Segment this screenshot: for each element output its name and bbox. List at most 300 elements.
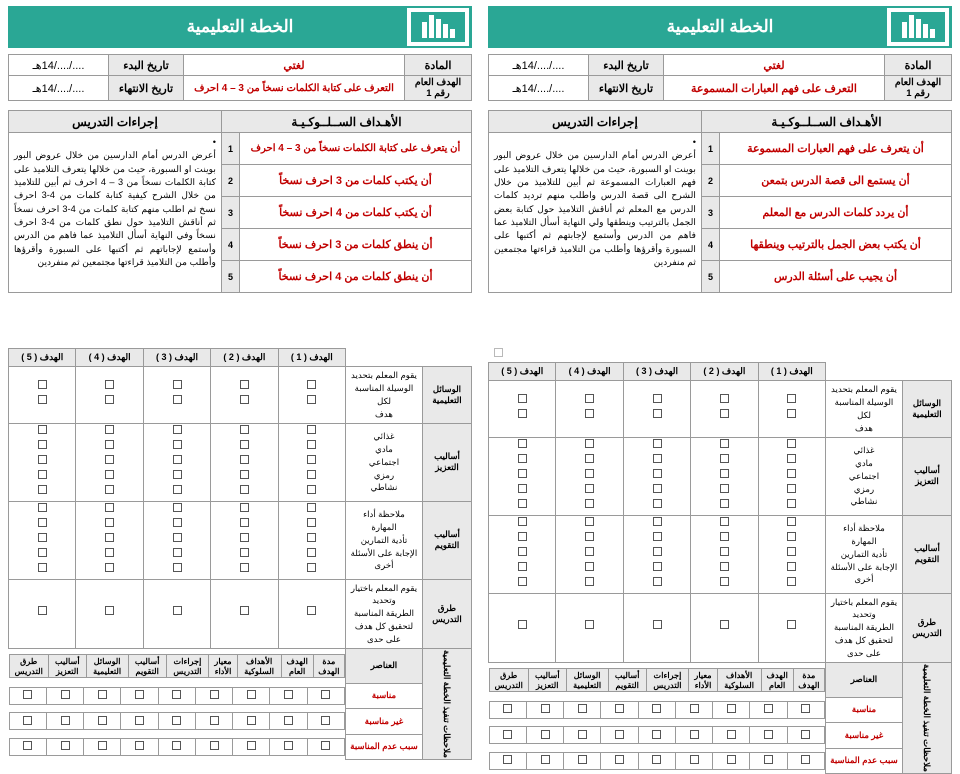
matrix-cell[interactable] [623, 515, 690, 593]
checkbox[interactable] [585, 439, 594, 448]
checkbox[interactable] [105, 380, 114, 389]
checkbox[interactable] [585, 454, 594, 463]
footer-cell[interactable] [270, 687, 307, 704]
checkbox[interactable] [720, 484, 729, 493]
footer-cell[interactable] [638, 752, 675, 769]
matrix-cell[interactable] [211, 579, 278, 648]
checkbox[interactable] [240, 606, 249, 615]
checkbox[interactable] [240, 548, 249, 557]
checkbox[interactable] [105, 533, 114, 542]
elements-label: العناصر [346, 649, 423, 684]
checkbox[interactable] [98, 741, 107, 750]
footer-cell[interactable] [526, 752, 563, 769]
matrix-cell[interactable] [278, 579, 345, 648]
checkbox[interactable] [764, 755, 773, 764]
footer-cell[interactable] [307, 687, 344, 704]
checkbox[interactable] [38, 380, 47, 389]
footer-column-header: أساليب التقويم [128, 655, 166, 678]
matrix-cell[interactable] [691, 437, 758, 515]
footer-cell[interactable] [638, 701, 675, 718]
checkbox[interactable] [321, 690, 330, 699]
objective-text: أن يجيب على أسئلة الدرس [719, 261, 951, 293]
checkbox[interactable] [503, 730, 512, 739]
checkbox[interactable] [38, 503, 47, 512]
footer-cell[interactable] [713, 752, 750, 769]
checkbox[interactable] [503, 755, 512, 764]
footer-cell[interactable] [750, 752, 787, 769]
matrix-cell[interactable] [9, 579, 76, 648]
checkbox[interactable] [23, 716, 32, 725]
checkbox[interactable] [307, 548, 316, 557]
checkbox[interactable] [720, 409, 729, 418]
checkbox[interactable] [247, 741, 256, 750]
checkbox[interactable] [105, 425, 114, 434]
checkbox[interactable] [801, 730, 810, 739]
checkbox[interactable] [585, 409, 594, 418]
checkbox[interactable] [503, 704, 512, 713]
checkbox[interactable] [518, 499, 527, 508]
matrix-cell[interactable] [9, 501, 76, 579]
checkbox[interactable] [240, 425, 249, 434]
checkbox[interactable] [247, 716, 256, 725]
footer-cell[interactable] [307, 713, 344, 730]
checkbox[interactable] [720, 547, 729, 556]
footer-cell[interactable] [489, 752, 526, 769]
checkbox[interactable] [321, 716, 330, 725]
checkbox[interactable] [240, 485, 249, 494]
footer-cell[interactable] [713, 701, 750, 718]
matrix-cell[interactable] [691, 381, 758, 438]
checkbox[interactable] [173, 455, 182, 464]
checkbox[interactable] [38, 485, 47, 494]
footer-cell[interactable] [158, 713, 195, 730]
matrix-cell[interactable] [556, 381, 623, 438]
checkbox[interactable] [653, 562, 662, 571]
subject-label: المادة [405, 55, 472, 76]
matrix-row-description: يقوم المعلم باختيار وتحديد الطريقة المناسبة لتحقيق كل هدف على حدى [826, 593, 903, 662]
footer-cell[interactable] [270, 738, 307, 755]
checkbox[interactable] [720, 439, 729, 448]
checkbox[interactable] [787, 532, 796, 541]
checkbox[interactable] [38, 533, 47, 542]
checkbox[interactable] [105, 395, 114, 404]
checkbox[interactable] [518, 394, 527, 403]
checkbox[interactable] [764, 730, 773, 739]
matrix-cell[interactable] [76, 423, 143, 501]
footer-cell[interactable] [158, 738, 195, 755]
checkbox[interactable] [518, 532, 527, 541]
checkbox[interactable] [653, 439, 662, 448]
footer-cell[interactable] [121, 738, 158, 755]
checkbox[interactable] [653, 454, 662, 463]
checkbox[interactable] [652, 730, 661, 739]
checkbox[interactable] [653, 517, 662, 526]
checkbox[interactable] [578, 704, 587, 713]
checkbox[interactable] [787, 562, 796, 571]
checkbox[interactable] [173, 395, 182, 404]
checkbox[interactable] [173, 425, 182, 434]
checkbox[interactable] [240, 518, 249, 527]
checkbox[interactable] [173, 470, 182, 479]
checkbox[interactable] [38, 518, 47, 527]
footer-row-label: غير مناسبة [346, 709, 423, 734]
footer-cell[interactable] [9, 738, 46, 755]
footer-cell[interactable] [307, 738, 344, 755]
checkbox[interactable] [801, 755, 810, 764]
matrix-cell[interactable] [758, 381, 825, 438]
checkbox[interactable] [585, 562, 594, 571]
checkbox[interactable] [518, 562, 527, 571]
matrix-cell[interactable] [489, 381, 556, 438]
footer-cell[interactable] [750, 727, 787, 744]
checkbox[interactable] [787, 517, 796, 526]
checkbox[interactable] [307, 470, 316, 479]
checkbox[interactable] [321, 741, 330, 750]
matrix-row-label: الوسائل التعليمية [423, 367, 472, 424]
checkbox[interactable] [98, 716, 107, 725]
footer-cell[interactable] [750, 701, 787, 718]
checkbox[interactable] [135, 741, 144, 750]
checkbox[interactable] [518, 469, 527, 478]
footer-cell[interactable] [195, 738, 232, 755]
checkbox[interactable] [38, 563, 47, 572]
checkbox[interactable] [787, 577, 796, 586]
checkbox[interactable] [135, 716, 144, 725]
checkbox[interactable] [653, 577, 662, 586]
checkbox[interactable] [518, 547, 527, 556]
checkbox[interactable] [240, 470, 249, 479]
checkbox[interactable] [105, 470, 114, 479]
checkbox[interactable] [307, 518, 316, 527]
checkbox[interactable] [172, 716, 181, 725]
checkbox[interactable] [787, 484, 796, 493]
checkbox[interactable] [585, 547, 594, 556]
checkbox[interactable] [38, 548, 47, 557]
checkbox[interactable] [307, 380, 316, 389]
checkbox[interactable] [518, 484, 527, 493]
matrix-cell[interactable] [278, 501, 345, 579]
checkbox[interactable] [787, 620, 796, 629]
matrix-cell[interactable] [623, 593, 690, 662]
matrix-cell[interactable] [211, 423, 278, 501]
footer-cell[interactable] [489, 727, 526, 744]
page-edge-marker [494, 348, 503, 357]
footer-cell[interactable] [195, 687, 232, 704]
checkbox[interactable] [173, 440, 182, 449]
checkbox[interactable] [764, 704, 773, 713]
checkbox[interactable] [653, 620, 662, 629]
checkbox[interactable] [105, 563, 114, 572]
checkbox[interactable] [585, 620, 594, 629]
checkbox[interactable] [307, 395, 316, 404]
footer-cell[interactable] [787, 701, 824, 718]
checkbox[interactable] [105, 440, 114, 449]
teaching-procedures-header: إجراءات التدريس [9, 111, 222, 133]
checkbox[interactable] [653, 409, 662, 418]
footer-cell[interactable] [121, 687, 158, 704]
checkbox[interactable] [720, 532, 729, 541]
checkbox[interactable] [615, 755, 624, 764]
matrix-cell[interactable] [278, 423, 345, 501]
checkbox[interactable] [23, 741, 32, 750]
checkbox[interactable] [541, 730, 550, 739]
checkbox[interactable] [652, 704, 661, 713]
checkbox[interactable] [307, 425, 316, 434]
checkbox[interactable] [720, 394, 729, 403]
checkbox[interactable] [61, 741, 70, 750]
checkbox[interactable] [653, 499, 662, 508]
checkbox[interactable] [98, 690, 107, 699]
checkbox[interactable] [105, 455, 114, 464]
footer-cell[interactable] [713, 727, 750, 744]
matrix-cell[interactable] [9, 367, 76, 424]
general-goal-label: الهدف العام رقم 1 [405, 76, 472, 101]
checkbox[interactable] [210, 716, 219, 725]
footer-column-header: إجراءات التدريس [646, 669, 689, 692]
footer-cell[interactable] [564, 752, 601, 769]
checkbox[interactable] [173, 485, 182, 494]
checkbox[interactable] [173, 606, 182, 615]
footer-cell[interactable] [46, 687, 83, 704]
checkbox[interactable] [518, 577, 527, 586]
footer-cell[interactable] [638, 727, 675, 744]
footer-cell[interactable] [787, 727, 824, 744]
checkbox[interactable] [720, 577, 729, 586]
checkbox[interactable] [585, 577, 594, 586]
footer-cell[interactable] [46, 738, 83, 755]
matrix-cell[interactable] [143, 501, 210, 579]
checkbox[interactable] [247, 690, 256, 699]
checkbox[interactable] [652, 755, 661, 764]
footer-cell[interactable] [158, 687, 195, 704]
checkbox[interactable] [173, 548, 182, 557]
table-row [489, 437, 952, 515]
checkbox[interactable] [240, 380, 249, 389]
checkbox[interactable] [105, 606, 114, 615]
checkbox[interactable] [173, 503, 182, 512]
footer-cell[interactable] [233, 738, 270, 755]
checkbox[interactable] [240, 563, 249, 572]
checkbox[interactable] [518, 409, 527, 418]
checkbox[interactable] [210, 690, 219, 699]
checkbox[interactable] [240, 440, 249, 449]
checkbox[interactable] [284, 716, 293, 725]
footer-cell[interactable] [675, 727, 712, 744]
checkbox[interactable] [307, 563, 316, 572]
checkbox[interactable] [585, 469, 594, 478]
checkbox[interactable] [615, 730, 624, 739]
matrix-cell[interactable] [556, 515, 623, 593]
checkbox[interactable] [801, 704, 810, 713]
footer-cell[interactable] [489, 701, 526, 718]
footer-cell[interactable] [526, 701, 563, 718]
checkbox[interactable] [518, 454, 527, 463]
matrix-cell[interactable] [211, 501, 278, 579]
checkbox[interactable] [240, 503, 249, 512]
table-header-row [9, 349, 472, 367]
footer-cell[interactable] [233, 713, 270, 730]
footer-cell[interactable] [84, 713, 121, 730]
checkbox[interactable] [61, 690, 70, 699]
objective-text: أن يتعرف على كتابة الكلمات نسخاً من 3 – 4 احرف [239, 133, 471, 165]
matrix-cell[interactable] [556, 593, 623, 662]
checkbox[interactable] [518, 517, 527, 526]
checkbox[interactable] [585, 499, 594, 508]
checkbox[interactable] [38, 470, 47, 479]
table-row [9, 133, 472, 165]
checkbox[interactable] [541, 704, 550, 713]
checkbox[interactable] [585, 517, 594, 526]
matrix-cell[interactable] [758, 515, 825, 593]
checkbox[interactable] [690, 755, 699, 764]
checkbox[interactable] [240, 533, 249, 542]
checkbox[interactable] [105, 548, 114, 557]
checkbox[interactable] [720, 454, 729, 463]
checkbox[interactable] [105, 503, 114, 512]
matrix-cell[interactable] [691, 593, 758, 662]
matrix-cell[interactable] [489, 437, 556, 515]
checkbox[interactable] [727, 730, 736, 739]
checkbox[interactable] [284, 690, 293, 699]
checkbox[interactable] [585, 484, 594, 493]
footer-cell[interactable] [270, 713, 307, 730]
checkbox[interactable] [720, 517, 729, 526]
checkbox[interactable] [38, 440, 47, 449]
matrix-cell[interactable] [211, 367, 278, 424]
checkbox[interactable] [653, 394, 662, 403]
checkbox[interactable] [787, 469, 796, 478]
checkbox[interactable] [690, 730, 699, 739]
footer-cell[interactable] [46, 713, 83, 730]
matrix-cell[interactable] [489, 593, 556, 662]
checkbox[interactable] [307, 606, 316, 615]
checkbox[interactable] [307, 503, 316, 512]
checkbox[interactable] [135, 690, 144, 699]
checkbox[interactable] [172, 690, 181, 699]
checkbox[interactable] [653, 484, 662, 493]
footer-cell[interactable] [564, 701, 601, 718]
checkbox[interactable] [585, 394, 594, 403]
checkbox[interactable] [173, 380, 182, 389]
checkbox[interactable] [787, 454, 796, 463]
footer-column-header: مدة الهدف [793, 669, 824, 692]
checkbox[interactable] [787, 547, 796, 556]
checkbox[interactable] [240, 395, 249, 404]
checkbox[interactable] [720, 620, 729, 629]
footer-cell[interactable] [84, 738, 121, 755]
checkbox[interactable] [284, 741, 293, 750]
footer-cell[interactable] [601, 752, 638, 769]
footer-cell[interactable] [526, 727, 563, 744]
checkbox[interactable] [585, 532, 594, 541]
checkbox[interactable] [105, 518, 114, 527]
footer-cell[interactable] [84, 687, 121, 704]
matrix-cell[interactable] [143, 367, 210, 424]
footer-cell[interactable] [233, 687, 270, 704]
checkbox[interactable] [653, 547, 662, 556]
footer-cell[interactable] [195, 713, 232, 730]
checkbox[interactable] [653, 469, 662, 478]
matrix-cell[interactable] [623, 381, 690, 438]
footer-cell[interactable] [601, 701, 638, 718]
checkbox[interactable] [38, 455, 47, 464]
checkbox[interactable] [787, 499, 796, 508]
checkbox[interactable] [518, 620, 527, 629]
footer-cell[interactable] [121, 713, 158, 730]
matrix-cell[interactable] [758, 593, 825, 662]
checkbox[interactable] [240, 455, 249, 464]
matrix-cell[interactable] [556, 437, 623, 515]
checkbox[interactable] [173, 563, 182, 572]
matrix-cell[interactable] [489, 515, 556, 593]
checkbox[interactable] [690, 704, 699, 713]
matrix-cell[interactable] [143, 423, 210, 501]
checkbox[interactable] [787, 409, 796, 418]
goal-column-header: الهدف ( 2 ) [211, 349, 278, 367]
checkbox[interactable] [38, 395, 47, 404]
checkbox[interactable] [518, 439, 527, 448]
checkbox[interactable] [720, 499, 729, 508]
checkbox[interactable] [541, 755, 550, 764]
checkbox[interactable] [727, 704, 736, 713]
checkbox[interactable] [307, 485, 316, 494]
checkbox[interactable] [787, 394, 796, 403]
table-row [9, 423, 472, 501]
checkbox[interactable] [720, 469, 729, 478]
footer-cell[interactable] [601, 727, 638, 744]
matrix-cell[interactable] [76, 501, 143, 579]
checkbox[interactable] [23, 690, 32, 699]
checkbox[interactable] [615, 704, 624, 713]
checkbox[interactable] [307, 533, 316, 542]
checkbox[interactable] [307, 440, 316, 449]
footer-cell[interactable] [675, 752, 712, 769]
matrix-cell[interactable] [76, 367, 143, 424]
matrix-cell[interactable] [9, 423, 76, 501]
checkbox[interactable] [38, 606, 47, 615]
table-row [9, 76, 472, 101]
footer-cell[interactable] [9, 687, 46, 704]
checkbox[interactable] [173, 518, 182, 527]
footer-cell[interactable] [787, 752, 824, 769]
matrix-cell[interactable] [76, 579, 143, 648]
table-row [489, 669, 825, 692]
matrix-cell[interactable] [278, 367, 345, 424]
checkbox[interactable] [787, 439, 796, 448]
matrix-cell[interactable] [623, 437, 690, 515]
checkbox[interactable] [578, 755, 587, 764]
checkbox[interactable] [173, 533, 182, 542]
objectives-table [488, 110, 952, 293]
checkbox[interactable] [578, 730, 587, 739]
table-row [9, 55, 472, 76]
checkbox[interactable] [727, 755, 736, 764]
matrix-cell[interactable] [758, 437, 825, 515]
matrix-cell[interactable] [691, 515, 758, 593]
checkbox[interactable] [38, 425, 47, 434]
footer-cell[interactable] [675, 701, 712, 718]
checkbox[interactable] [720, 562, 729, 571]
checkbox[interactable] [307, 455, 316, 464]
checkbox[interactable] [653, 532, 662, 541]
checkbox[interactable] [61, 716, 70, 725]
checkbox[interactable] [172, 741, 181, 750]
checkbox[interactable] [210, 741, 219, 750]
footer-cell[interactable] [564, 727, 601, 744]
matrix-cell[interactable] [143, 579, 210, 648]
footer-cell[interactable] [9, 713, 46, 730]
checkbox[interactable] [105, 485, 114, 494]
